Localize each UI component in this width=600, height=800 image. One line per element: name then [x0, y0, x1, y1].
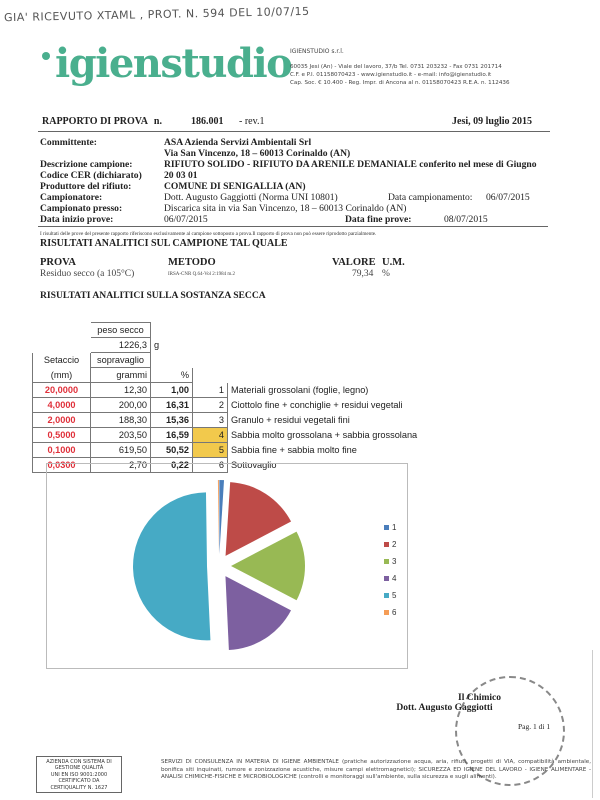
table-row: [33, 398, 421, 413]
campionatore-label: Campionatore:: [40, 192, 103, 203]
col-metodo: METODO: [168, 257, 216, 268]
committente-address: Via San Vincenzo, 18 – 60013 Corinaldo (AN): [164, 148, 351, 159]
class-description: Sabbia fine + sabbia molto fine: [231, 445, 357, 455]
prova-valore: 79,34: [352, 269, 374, 279]
legend-swatch-icon: [384, 525, 389, 530]
legend-label: 5: [392, 591, 397, 600]
pct-cell: 16,31: [151, 398, 193, 413]
prova-metodo: IRSA-CNR Q.64-Vol 2:1984 m.2: [168, 272, 235, 277]
table-row: [33, 383, 421, 398]
footer-services: SERVIZI DI CONSULENZA IN MATERIA DI IGIENE AMBIENTALE (pratiche autorizzazione acqua, aria, rifiuti, progetti di VIA, compatibilità ambientale, bonifica siti inquinati, rumore e zonizzazione acustiche, misure campi elettromagnetici); SICUREZZA ED IGIENE DEL LAVORO - IGIENE ALIMENTARE - ANALISI CHIMICHE-FISICHE E MICROBIOLOGICHE (controlli e monitoraggi sull'ambiente, sulla sicurezza e sugli alimenti).: [161, 759, 591, 781]
header-divider: [38, 131, 550, 132]
fine-value: 08/07/2015: [444, 214, 488, 225]
pct-cell: 1,00: [151, 383, 193, 398]
legend-label: 1: [392, 523, 397, 532]
grammi-cell: 2,70: [91, 458, 151, 473]
company-address-line: 60035 Jesi (An) - Viale del lavoro, 37/b Tel. 0731 203232 - Fax 0731 201714: [290, 64, 502, 70]
grammi-cell: 188,30: [91, 413, 151, 428]
info-divider: [38, 226, 548, 227]
granulometry-table: [32, 322, 421, 473]
legend-swatch-icon: [384, 542, 389, 547]
cert-line: GESTIONE QUALITÀ: [54, 765, 104, 772]
descrizione-value: RIFIUTO SOLIDO - RIFIUTO DA ARENILE DEMANIALE conferito nel mese di Giugno: [164, 159, 537, 170]
setaccio-cell: 2,0000: [33, 413, 91, 428]
fine-label: Data fine prove:: [345, 214, 412, 225]
section-title-sostanza-secca: RISULTATI ANALITICI SULLA SOSTANZA SECCA: [40, 290, 266, 301]
legend-item: [384, 570, 396, 587]
setaccio-cell: 0,1000: [33, 443, 91, 458]
quality-certification-box: [36, 756, 122, 793]
legend-item: [384, 604, 396, 621]
section-title-tal-quale: RISULTATI ANALITICI SUL CAMPIONE TAL QUALE: [40, 238, 288, 249]
setaccio-cell: 0,0300: [33, 458, 91, 473]
pct-cell: 0,22: [151, 458, 193, 473]
signature-title: Il Chimico: [458, 693, 502, 703]
pct-cell: 50,52: [151, 443, 193, 458]
peso-secco-value: 1226,3: [91, 338, 151, 353]
report-date: Jesi, 09 luglio 2015: [452, 116, 533, 127]
produttore-label: Produttore del rifiuto:: [40, 181, 132, 192]
committente-name: ASA Azienda Servizi Ambientali Srl: [164, 137, 312, 148]
cer-label: Codice CER (dichiarato): [40, 170, 142, 181]
peso-secco-unit: g: [154, 340, 160, 350]
data-campionamento-label: Data campionamento:: [388, 192, 473, 203]
presso-label: Campionato presso:: [40, 203, 123, 214]
pie-slice-6: [218, 480, 219, 554]
page-edge-line: [592, 650, 593, 798]
class-number-cell: 6: [193, 458, 228, 473]
col-setaccio: Setaccio: [33, 353, 91, 368]
company-address-line: Cap. Soc. € 10.400 - Reg. Impr. di Ancona al n. 01158070423 R.E.A. n. 112436: [290, 80, 510, 86]
prova-um: %: [382, 269, 390, 279]
legend-swatch-icon: [384, 610, 389, 615]
legend-swatch-icon: [384, 559, 389, 564]
disclaimer: I risultati delle prove del presente rapporto riferiscono esclusivamente al campione sottoposto a prova.Il rapporto di prova non può essere riprodotto parzialmente.: [40, 231, 377, 237]
report-number: 186.001: [191, 116, 224, 127]
table-row: [33, 413, 421, 428]
table-row: [33, 443, 421, 458]
setaccio-cell: 20,0000: [33, 383, 91, 398]
company-logo: [42, 40, 292, 87]
pie-chart-plot: [47, 464, 409, 670]
inizio-label: Data inizio prove:: [40, 214, 114, 225]
signature-name: Dott. Augusto Gaggiotti: [396, 703, 493, 713]
report-revision: - rev.1: [239, 116, 265, 127]
class-number-cell-highlighted: 5: [193, 443, 228, 458]
pie-chart: [46, 463, 408, 669]
prova-name: Residuo secco (a 105°C): [40, 269, 135, 279]
col-mm: (mm): [33, 368, 91, 383]
page-number: Pag. 1 di 1: [518, 722, 551, 731]
col-grammi: grammi: [91, 368, 151, 383]
legend-swatch-icon: [384, 576, 389, 581]
legend-item: [384, 587, 396, 604]
class-description: Sottovaglio: [231, 460, 277, 470]
report-header: [42, 116, 544, 127]
col-valore: VALORE: [332, 257, 376, 268]
logo-dot-icon: [42, 52, 50, 60]
legend-swatch-icon: [384, 593, 389, 598]
signature-block: [388, 693, 501, 713]
pie-slice-5: [133, 492, 210, 640]
col-prova: PROVA: [40, 257, 76, 268]
class-description: Ciottolo fine + conchiglie + residui vegetali: [231, 400, 403, 410]
class-number-cell-highlighted: 4: [193, 428, 228, 443]
produttore-value: COMUNE DI SENIGALLIA (AN): [164, 181, 306, 192]
class-description: Materiali grossolani (foglie, legno): [231, 385, 369, 395]
class-number-cell: 2: [193, 398, 228, 413]
legend-label: 2: [392, 540, 397, 549]
class-description: Sabbia molto grossolana + sabbia grossolana: [231, 430, 418, 440]
col-pct: %: [151, 368, 193, 383]
col-um: U.M.: [382, 257, 405, 268]
committente-label: Committente:: [40, 137, 98, 148]
report-title: RAPPORTO DI PROVA: [42, 116, 148, 127]
legend-item: [384, 519, 396, 536]
cer-value: 20 03 01: [164, 170, 198, 181]
cert-line: CERTIQUALITY N. 1627: [50, 784, 108, 791]
grammi-cell: 12,30: [91, 383, 151, 398]
descrizione-label: Descrizione campione:: [40, 159, 133, 170]
cert-line: CERTIFICATO DA: [58, 778, 100, 785]
inizio-value: 06/07/2015: [164, 214, 208, 225]
setaccio-cell: 4,0000: [33, 398, 91, 413]
col-sopravaglio: sopravaglio: [91, 353, 151, 368]
peso-secco-label: peso secco: [91, 323, 151, 338]
report-number-label: n.: [153, 116, 162, 127]
cert-line: AZIENDA CON SISTEMA DI: [46, 759, 112, 765]
class-number-cell: 3: [193, 413, 228, 428]
legend-item: [384, 536, 396, 553]
class-number-cell: 1: [193, 383, 228, 398]
table-row: [33, 428, 421, 443]
company-name: IGIENSTUDIO s.r.l.: [290, 48, 344, 55]
class-description: Granulo + residui vegetali fini: [231, 415, 350, 425]
presso-value: Discarica sita in via San Vincenzo, 18 – 60013 Corinaldo (AN): [164, 203, 407, 214]
company-info: [290, 48, 510, 87]
data-campionamento-value: 06/07/2015: [486, 192, 530, 203]
setaccio-cell: 0,5000: [33, 428, 91, 443]
pie-slice-1: [219, 480, 224, 554]
campionatore-value: Dott. Augusto Gaggiotti (Norma UNI 10801): [164, 192, 338, 203]
legend-label: 3: [392, 557, 397, 566]
pct-cell: 15,36: [151, 413, 193, 428]
company-address-line: C.F. e P.I. 01158070423 - www.igienstudio.it - e-mail: info@igienstudio.it: [290, 72, 492, 78]
handwritten-note: GIA' RICEVUTO XTAML , PROT. N. 594 DEL 10/07/15: [3, 4, 310, 25]
grammi-cell: 200,00: [91, 398, 151, 413]
legend-item: [384, 553, 396, 570]
legend-label: 6: [392, 608, 397, 617]
chart-legend: [384, 519, 396, 621]
cert-line: UNI EN ISO 9001:2000: [50, 771, 108, 778]
grammi-cell: 203,50: [91, 428, 151, 443]
pct-cell: 16,59: [151, 428, 193, 443]
legend-label: 4: [392, 574, 397, 583]
grammi-cell: 619,50: [91, 443, 151, 458]
logo-text: igienstudio: [55, 40, 292, 87]
